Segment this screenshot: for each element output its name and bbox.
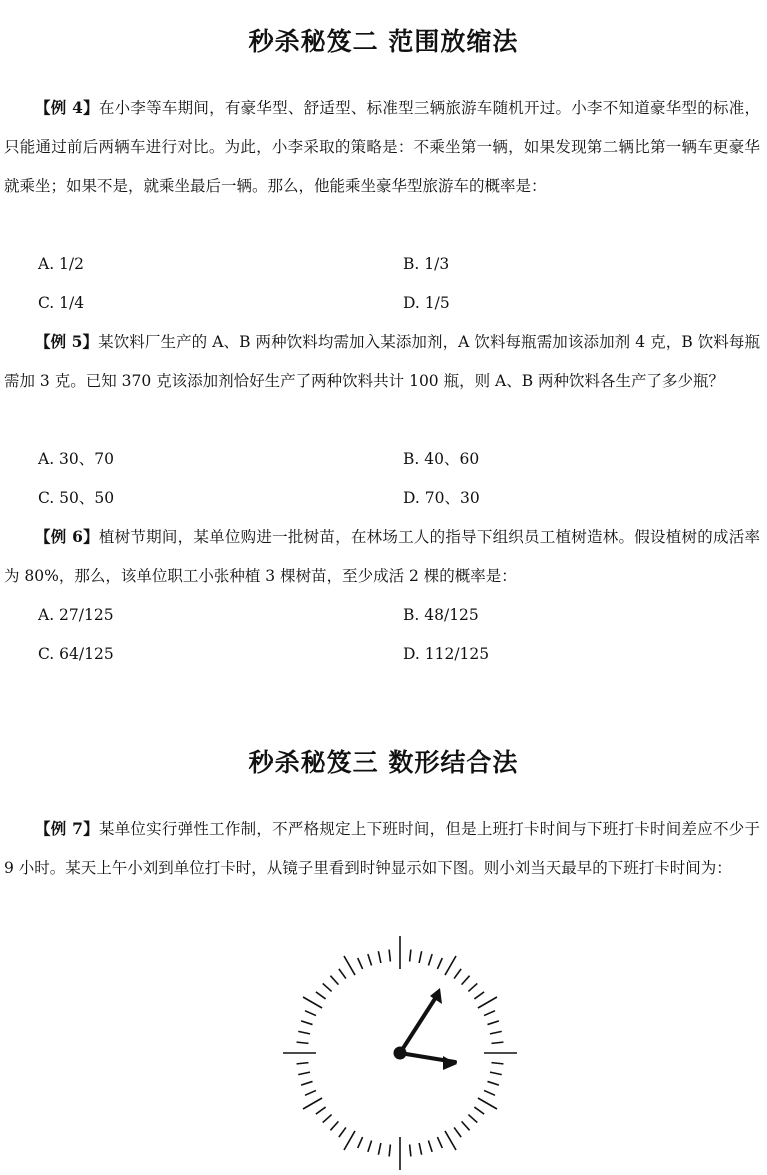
clock-tick [484, 1011, 495, 1016]
clock-tick [437, 1137, 442, 1148]
clock-tick [484, 1090, 495, 1095]
clock-tick [410, 950, 411, 962]
clock-tick [454, 969, 461, 979]
clock-tick [474, 1107, 484, 1114]
clock-tick [428, 954, 432, 965]
clock-hand-short-arrow [443, 1056, 457, 1070]
example-5-option-c[interactable]: C. 50、50 [38, 489, 115, 507]
example-6-tag: 【例 6】 [35, 527, 99, 546]
clock-tick [428, 1141, 432, 1152]
mirror-clock-figure [280, 930, 520, 1170]
clock-tick [490, 1072, 502, 1074]
clock-tick [301, 1021, 312, 1025]
clock-tick [419, 1143, 421, 1155]
clock-tick [323, 1115, 332, 1123]
example-5-option-b[interactable]: B. 40、60 [403, 450, 480, 468]
example-4-option-b[interactable]: B. 1/3 [403, 255, 450, 273]
clock-tick [468, 1115, 477, 1123]
clock-tick [378, 1143, 380, 1155]
example-7-tag: 【例 7】 [35, 819, 99, 838]
clock-hand-long [400, 994, 438, 1053]
example-6-option-b[interactable]: B. 48/125 [403, 606, 479, 624]
clock-tick [297, 1042, 309, 1043]
clock-tick [316, 1107, 326, 1114]
clock-tick [410, 1145, 411, 1157]
clock-tick [298, 1031, 310, 1033]
clock-tick [478, 1098, 497, 1109]
clock-tick [437, 958, 442, 969]
example-5-text: 某饮料厂生产的 A、B 两种饮料均需加入某添加剂，A 饮料每瓶需加该添加剂 4 克，B 饮料每瓶需加 3 克。已知 370 克该添加剂恰好生产了两种饮料共计 100 瓶，则 A、B 两种饮料各生产了多少瓶？ [4, 333, 760, 390]
clock-tick [330, 976, 338, 985]
example-5-tag: 【例 5】 [35, 332, 99, 351]
clock-tick [419, 951, 421, 963]
clock-tick [344, 1131, 355, 1150]
clock-tick [468, 983, 477, 991]
example-4-question [4, 88, 760, 206]
clock-tick [339, 1127, 346, 1137]
example-6-option-a[interactable]: A. 27/125 [38, 606, 114, 624]
clock-tick [323, 983, 332, 991]
clock-tick [488, 1021, 499, 1025]
example-4-option-a[interactable]: A. 1/2 [38, 255, 84, 273]
clock-tick [462, 976, 470, 985]
clock-tick [478, 997, 497, 1008]
clock-tick [301, 1081, 312, 1085]
clock-tick [454, 1127, 461, 1137]
example-7-text: 某单位实行弹性工作制，不严格规定上下班时间，但是上班打卡时间与下班打卡时间差应不少于 9 小时。某天上午小刘到单位打卡时，从镜子里看到时钟显示如下图。则小刘当天最早的下班打卡时间为： [4, 820, 760, 877]
clock-center-dot [394, 1047, 407, 1060]
clock-tick [492, 1042, 504, 1043]
example-6-text: 植树节期间，某单位购进一批树苗，在林场工人的指导下组织员工植树造林。假设植树的成活率为 80%，那么，该单位职工小张种植 3 棵树苗，至少成活 2 棵的概率是： [4, 528, 760, 585]
clock-tick [298, 1072, 310, 1074]
example-6-option-c[interactable]: C. 64/125 [38, 645, 114, 663]
clock-tick [368, 954, 372, 965]
example-4-option-c[interactable]: C. 1/4 [38, 294, 85, 312]
clock-tick [378, 951, 380, 963]
example-4-option-d[interactable]: D. 1/5 [403, 294, 450, 312]
example-5-question [4, 322, 760, 401]
example-5-option-a[interactable]: A. 30、70 [38, 450, 114, 468]
example-5-option-d[interactable]: D. 70、30 [403, 489, 480, 507]
clock-tick [389, 1145, 390, 1157]
clock-tick [303, 997, 322, 1008]
section-3-title: 秒杀秘笈三 数形结合法 [248, 748, 519, 777]
clock-tick [368, 1141, 372, 1152]
clock-tick [445, 1131, 456, 1150]
clock-tick [339, 969, 346, 979]
clock-tick [358, 1137, 363, 1148]
clock-tick [462, 1121, 470, 1130]
clock-tick [490, 1031, 502, 1033]
clock-tick [474, 992, 484, 999]
example-4-tag: 【例 4】 [35, 98, 99, 117]
clock-tick [303, 1098, 322, 1109]
example-6-question [4, 517, 760, 596]
clock-tick [305, 1011, 316, 1016]
clock-tick [330, 1121, 338, 1130]
clock-tick [445, 956, 456, 975]
clock-tick [305, 1090, 316, 1095]
clock-tick [344, 956, 355, 975]
example-7-question [4, 809, 760, 888]
clock-tick [297, 1063, 309, 1064]
example-4-text: 在小李等车期间，有豪华型、舒适型、标准型三辆旅游车随机开过。小李不知道豪华型的标准，只能通过前后两辆车进行对比。为此，小李采取的策略是：不乘坐第一辆，如果发现第二辆比第一辆车更豪华就乘坐；如果不是，就乘坐最后一辆。那么，他能乘坐豪华型旅游车的概率是： [4, 99, 760, 195]
example-6-option-d[interactable]: D. 112/125 [403, 645, 490, 663]
clock-tick [358, 958, 363, 969]
clock-tick [492, 1063, 504, 1064]
section-2-title: 秒杀秘笈二 范围放缩法 [248, 27, 519, 56]
clock-tick [316, 992, 326, 999]
clock-tick [488, 1081, 499, 1085]
clock-tick [389, 950, 390, 962]
